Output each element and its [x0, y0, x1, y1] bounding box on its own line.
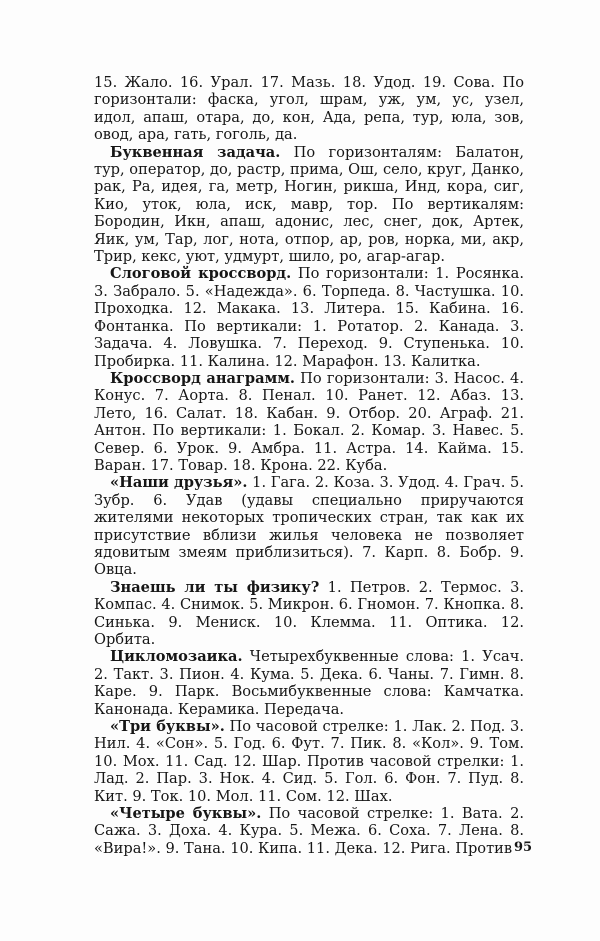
- paragraph-heading: Кроссворд анаграмм.: [110, 369, 296, 387]
- paragraph-body: 15. Жало. 16. Урал. 17. Мазь. 18. Удод. 19. Сова. По горизонтали: фаска, угол, шрам, уж, ум, ус, узел, идол, апаш, отара, до, кон, Ада, репа, тур, юла, зов, овод, ара, гать, гоголь, да.: [94, 74, 524, 144]
- paragraph-body: Четырехбуквенные слова: 1. Усач. 2. Такт. 3. Пион. 4. Кума. 5. Дека. 6. Чаны. 7. Гимн. 8. Каре. 9. Парк. Восьмибуквенные слова: Камчатка. Канонада. Керамика. Передача.: [94, 648, 524, 718]
- paragraph-continuation: [94, 74, 524, 144]
- page-number: 95: [514, 840, 533, 855]
- answers-text-block: [94, 74, 524, 857]
- paragraph-heading: «Наши друзья».: [110, 474, 248, 492]
- paragraph-krossvord-anagramm: [94, 370, 524, 474]
- paragraph-body: По часовой стрелке: 1. Вата. 2. Сажа. 3. Доха. 4. Кура. 5. Межа. 6. Соха. 7. Лена. 8. «Вира!». 9. Тана. 10. Кипа. 11. Дека. 12. Рига. Против: [94, 805, 524, 857]
- paragraph-znaesh-li-ty-fiziku: [94, 579, 524, 649]
- paragraph-tri-bukvy: [94, 718, 524, 805]
- paragraph-body: По часовой стрелке: 1. Лак. 2. Под. 3. Нил. 4. «Сон». 5. Год. 6. Фут. 7. Пик. 8. «Кол». 9. Том. 10. Мох. 11. Сад. 12. Шар. Против часовой стрелки: 1. Лад. 2. Пар. 3. Нок. 4. Сид. 5. Гол. 6. Фон. 7. Пуд. 8. Кит. 9. Ток. 10. Мол. 11. Сом. 12. Шах.: [94, 718, 524, 805]
- paragraph-heading: Буквенная задача.: [110, 143, 281, 161]
- paragraph-body: По горизонтали: 1. Росянка. 3. Забрало. 5. «Надежда». 6. Торпеда. 8. Частушка. 10. Проходка. 12. Макака. 13. Литера. 15. Кабина. 16. Фонтанка. По вертикали: 1. Ротатор. 2. Канада. 3. Задача. 4. Ловушка. 7. Переход. 9. Ступенька. 10. Пробирка. 11. Калина. 12. Марафон. 13. Калитка.: [94, 265, 524, 370]
- paragraph-body: 1. Гага. 2. Коза. 3. Удод. 4. Грач. 5. Зубр. 6. Удав (удавы специально приручаются жителями некоторых тропических стран, так как их присутствие вблизи жилья человека не позволяет ядовитым змеям приблизиться). 7. Карп. 8. Бобр. 9. Овца.: [94, 474, 524, 579]
- paragraph-chetyre-bukvy: [94, 805, 524, 857]
- paragraph-tsiklomozaika: [94, 648, 524, 718]
- paragraph-heading: «Три буквы».: [110, 718, 225, 736]
- paragraph-heading: Слоговой кроссворд.: [110, 265, 292, 283]
- paragraph-body: По горизонтали: 3. Насос. 4. Конус. 7. Аорта. 8. Пенал. 10. Ранет. 12. Абаз. 13. Лето, 16. Салат. 18. Кабан. 9. Отбор. 20. Аграф. 21. Антон. По вертикали: 1. Бокал. 2. Комар. 3. Навес. 5. Север. 6. Урок. 9. Амбра. 11. Астра. 14. Кайма. 15. Варан. 17. Товар. 18. Крона. 22. Куба.: [94, 369, 524, 474]
- paragraph-heading: Знаешь ли ты физику?: [110, 578, 320, 596]
- paragraph-heading: «Четыре буквы».: [110, 805, 262, 823]
- paragraph-body: По горизонталям: Балатон, тур, оператор, до, растр, прима, Ош, село, круг, Данко, рак, Ра, идея, га, метр, Ногин, рикша, Инд, кора, сиг, Кио, уток, юла, иск, мавр, тор. По вертикалям: Бородин, Икн, апаш, адонис, лес, снег, док, Артек, Яик, ум, Тар, лог, нота, отпор, ар, ров, норка, ми, акр, Трир, кекс, уют, удмурт, шило, ро, агар-агар.: [94, 143, 524, 266]
- paragraph-heading: Цикломозаика.: [110, 648, 243, 666]
- paragraph-slogovoy-krossvord: [94, 265, 524, 369]
- paragraph-nashi-druzya: [94, 474, 524, 578]
- paragraph-body: 1. Петров. 2. Термос. 3. Компас. 4. Снимок. 5. Микрон. 6. Гномон. 7. Кнопка. 8. Синька. 9. Мениск. 10. Клемма. 11. Оптика. 12. Орбита.: [94, 578, 524, 648]
- paragraph-bukvennaya-zadacha: [94, 144, 524, 266]
